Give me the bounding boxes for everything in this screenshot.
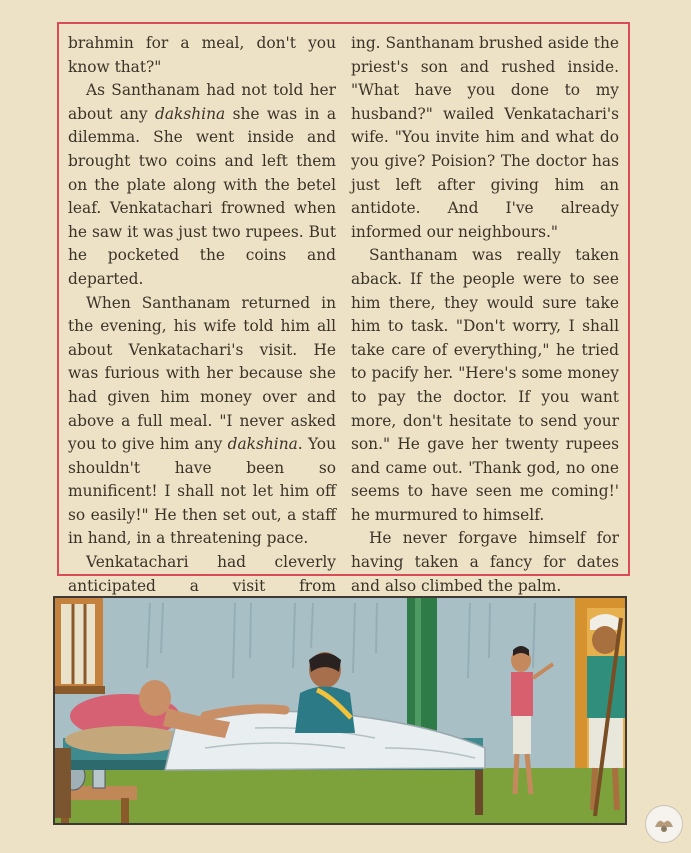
story-column-right	[351, 32, 619, 598]
story-column-left	[68, 32, 336, 669]
paragraph	[68, 292, 336, 552]
floor	[55, 768, 625, 823]
window-pane	[61, 604, 95, 684]
paragraph: Santhanam was really taken aback. If the people were to see him there, they would sure take him to task. "Don't worry, I shall take care of everything," he tried to pacify her. "Here's some money to pay the doctor. If you want more, don't hesitate to send your son." He gave her twenty rupees and came out. 'Thank god, no one seems to have seen me coming!' he murmured to himself.	[351, 246, 619, 524]
paragraph: Venkatachari had cleverly anticipated a visit from	[68, 553, 336, 595]
paragraph	[68, 79, 336, 291]
lying-man	[139, 680, 171, 716]
text-run: As Santhanam had not told her about any	[68, 81, 336, 123]
publisher-seal-icon	[645, 805, 683, 843]
text-run: she was in a dilemma. She went inside and brought two coins and left them on the plate along with the betel leaf. Venkatachari frowned when he saw it was just two rupees. But he pocketed the coins and departed.	[68, 104, 336, 288]
paragraph: brahmin for a meal, don't you know that?"	[68, 34, 336, 76]
story-illustration	[53, 596, 627, 825]
paragraph: ing. Santhanam brushed aside the priest's son and rushed inside. "What have you done to my husband?" wailed Venkatachari's wife. "You invite him and what do you give? Poision? The doctor has just left after giving him an antidote. And I've already informed our neighbours."	[351, 34, 619, 241]
paragraph: He never forgave himself for having taken a fancy for dates and also climbed the palm.	[351, 529, 619, 595]
text-run: When Santhanam returned in the evening, his wife told him all about Venkatachari's visit. He was furious with her because she had given him money over and above a full meal. "I never asked you to give him any	[68, 293, 336, 454]
italic-word: dakshina	[155, 104, 226, 123]
illustration-art	[55, 598, 625, 823]
story-text-frame	[57, 22, 630, 595]
text-run: . You shouldn't have been so munificent! I shall not let him off so easily!" He then set out, a staff in hand, in a threatening pace.	[68, 435, 336, 548]
italic-word: dakshina	[227, 435, 298, 454]
